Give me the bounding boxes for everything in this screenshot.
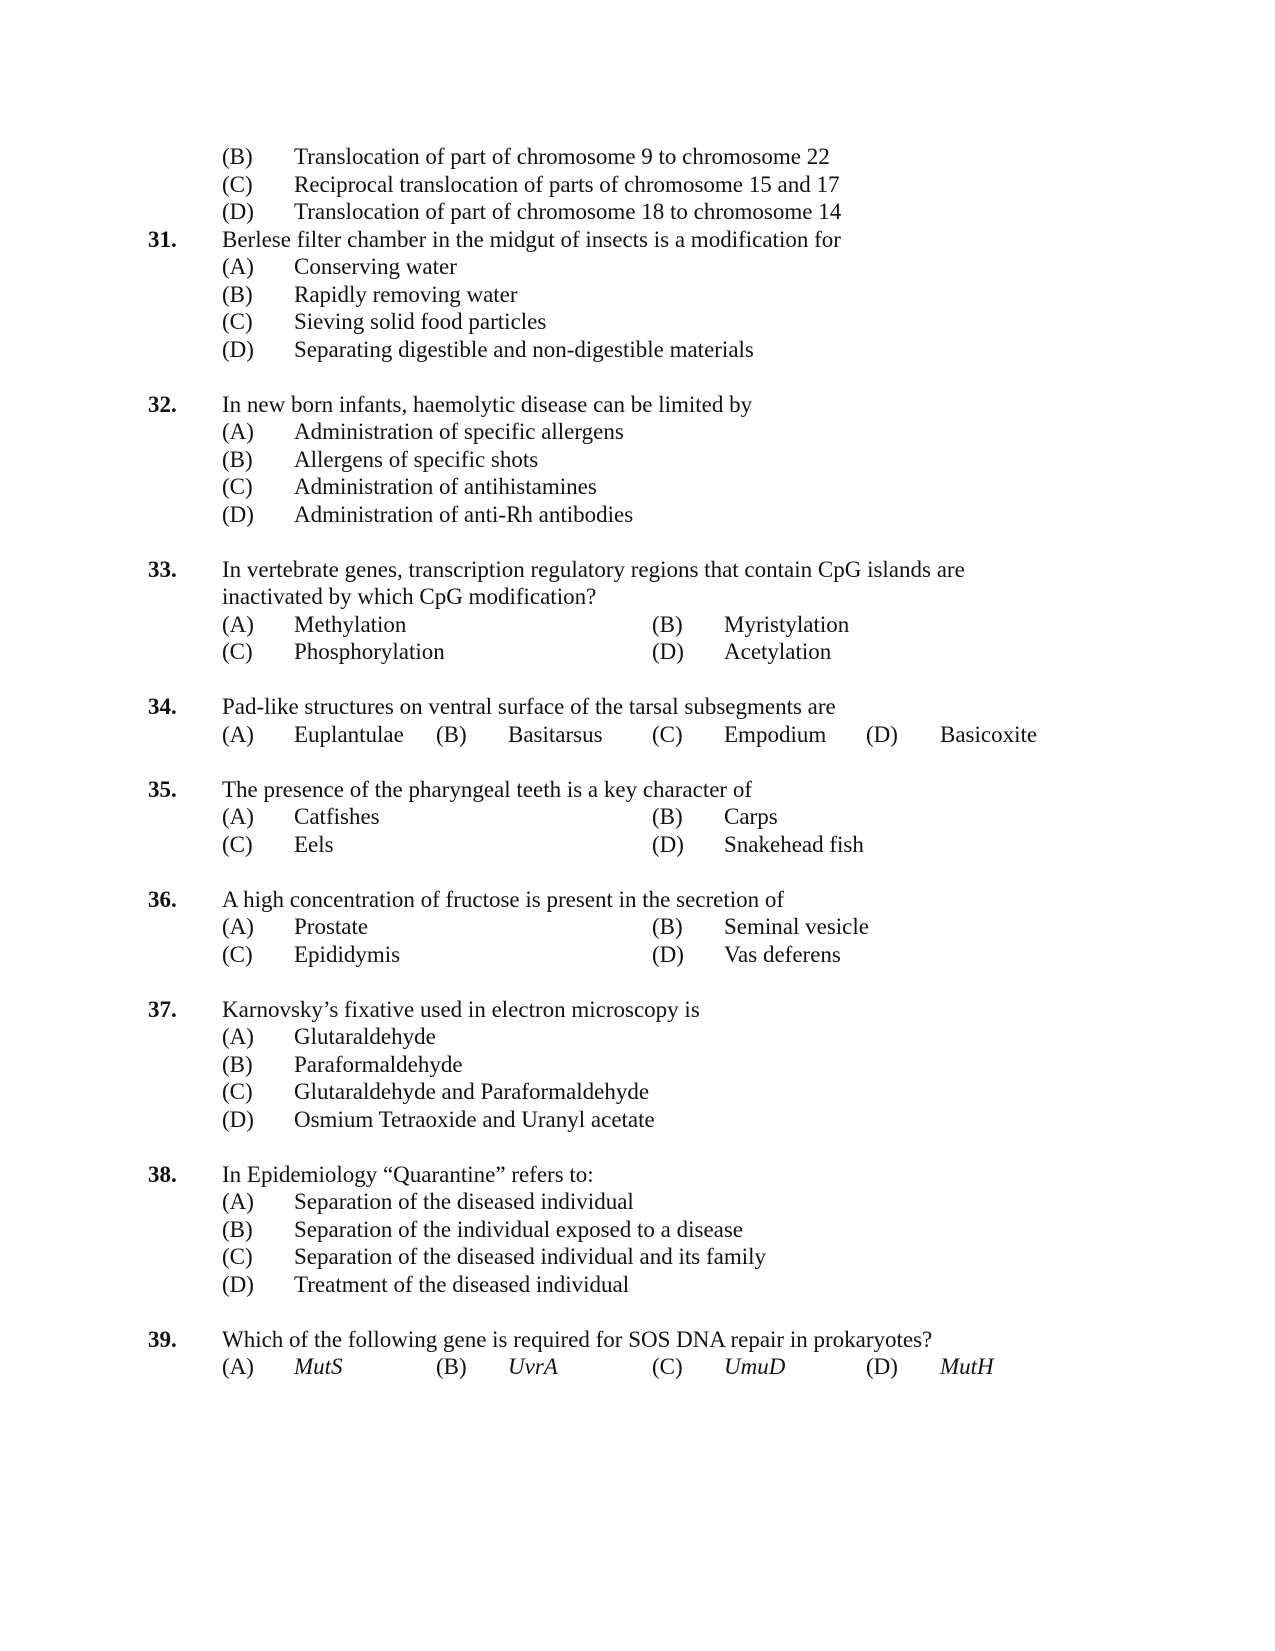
question-number: 39. [148, 1326, 177, 1352]
option-text: Administration of anti-Rh antibodies [294, 501, 634, 527]
option-text: Prostate [294, 914, 369, 939]
option-label: (C) [222, 941, 253, 967]
question-number: 35. [148, 776, 177, 802]
option-label: (B) [222, 1051, 253, 1077]
option-label: (C) [222, 639, 253, 664]
option-text: UmuD [724, 1354, 786, 1379]
option-label: (B) [436, 721, 467, 747]
option-label: (A) [222, 1189, 254, 1214]
option-text: Eels [294, 831, 334, 857]
option-label: (D) [652, 831, 684, 857]
question-number: 37. [148, 996, 177, 1022]
option-text: Catfishes [294, 804, 380, 829]
option-text: Allergens of specific shots [294, 446, 539, 472]
option-label: (D) [222, 1106, 254, 1132]
option-text: Rapidly removing water [294, 281, 518, 307]
option-label: (B) [222, 144, 253, 169]
question-stem: In vertebrate genes, transcription regulatory regions that contain CpG islands are [222, 556, 965, 582]
option-label: (A) [222, 1354, 254, 1379]
option-label: (B) [436, 1354, 467, 1379]
option-label: (B) [222, 281, 253, 307]
option-label: (A) [222, 804, 254, 829]
option-label: (C) [222, 1244, 253, 1269]
option-label: (B) [652, 804, 683, 829]
option-label: (D) [866, 721, 898, 747]
option-label: (B) [652, 611, 683, 637]
option-text: Administration of specific allergens [294, 419, 624, 444]
option-text: Translocation of part of chromosome 18 to chromosome 14 [294, 199, 842, 224]
question-number: 38. [148, 1161, 177, 1187]
option-text: Euplantulae [294, 721, 404, 747]
option-text: Conserving water [294, 254, 457, 279]
question-stem: In Epidemiology “Quarantine” refers to: [222, 1161, 594, 1187]
option-text: MutS [294, 1354, 343, 1379]
option-label: (C) [652, 1354, 683, 1379]
option-text: Reciprocal translocation of parts of chromosome 15 and 17 [294, 171, 840, 197]
option-text: Carps [724, 804, 778, 829]
question-number: 31. [148, 226, 177, 252]
option-label: (C) [222, 1079, 253, 1104]
option-label: (B) [652, 914, 683, 939]
option-label: (A) [222, 419, 254, 444]
question-stem: A high concentration of fructose is present in the secretion of [222, 886, 785, 912]
question-number: 36. [148, 886, 177, 912]
question-stem: inactivated by which CpG modification? [222, 584, 597, 609]
option-label: (D) [222, 336, 254, 362]
option-text: Methylation [294, 611, 407, 637]
option-label: (A) [222, 1024, 254, 1049]
option-text: Paraformaldehyde [294, 1051, 463, 1077]
option-label: (D) [652, 941, 684, 967]
question-stem: Berlese filter chamber in the midgut of insects is a modification for [222, 226, 841, 252]
option-text: MutH [940, 1354, 994, 1379]
option-text: Phosphorylation [294, 639, 445, 664]
option-label: (A) [222, 611, 254, 637]
option-text: Basicoxite [940, 721, 1038, 747]
option-label: (C) [652, 721, 683, 747]
question-number: 33. [148, 556, 177, 582]
option-text: Basitarsus [508, 721, 603, 747]
option-label: (A) [222, 721, 254, 747]
question-stem: Karnovsky’s fixative used in electron microscopy is [222, 996, 700, 1022]
option-label: (D) [652, 639, 684, 664]
option-text: Epididymis [294, 941, 401, 967]
option-label: (C) [222, 171, 253, 197]
question-stem: Pad-like structures on ventral surface of the tarsal subsegments are [222, 694, 836, 719]
option-text: Osmium Tetraoxide and Uranyl acetate [294, 1106, 655, 1132]
option-text: Snakehead fish [724, 831, 864, 857]
option-text: Separation of the individual exposed to a disease [294, 1216, 744, 1242]
option-text: Glutaraldehyde and Paraformaldehyde [294, 1079, 650, 1104]
option-label: (C) [222, 831, 253, 857]
option-text: UvrA [508, 1354, 558, 1379]
option-text: Vas deferens [724, 941, 841, 967]
option-label: (D) [222, 199, 254, 224]
question-number: 34. [148, 694, 177, 719]
option-label: (D) [222, 501, 254, 527]
option-label: (B) [222, 446, 253, 472]
option-label: (C) [222, 474, 253, 499]
option-text: Empodium [724, 721, 827, 747]
option-label: (B) [222, 1216, 253, 1242]
question-stem: Which of the following gene is required for SOS DNA repair in prokaryotes? [222, 1326, 933, 1352]
option-text: Separation of the diseased individual and its family [294, 1244, 767, 1269]
option-text: Acetylation [724, 639, 832, 664]
option-text: Translocation of part of chromosome 9 to chromosome 22 [294, 144, 830, 169]
option-text: Seminal vesicle [724, 914, 869, 939]
question-number: 32. [148, 391, 177, 417]
option-text: Separation of the diseased individual [294, 1189, 634, 1214]
option-label: (A) [222, 254, 254, 279]
option-text: Treatment of the diseased individual [294, 1271, 630, 1297]
question-stem: In new born infants, haemolytic disease can be limited by [222, 391, 753, 417]
option-label: (C) [222, 309, 253, 334]
question-stem: The presence of the pharyngeal teeth is a key character of [222, 776, 752, 802]
option-text: Myristylation [724, 611, 850, 637]
option-label: (D) [222, 1271, 254, 1297]
option-label: (D) [866, 1354, 898, 1379]
option-text: Separating digestible and non-digestible materials [294, 336, 754, 362]
option-label: (A) [222, 914, 254, 939]
option-text: Glutaraldehyde [294, 1024, 436, 1049]
option-text: Administration of antihistamines [294, 474, 597, 499]
option-text: Sieving solid food particles [294, 309, 547, 334]
